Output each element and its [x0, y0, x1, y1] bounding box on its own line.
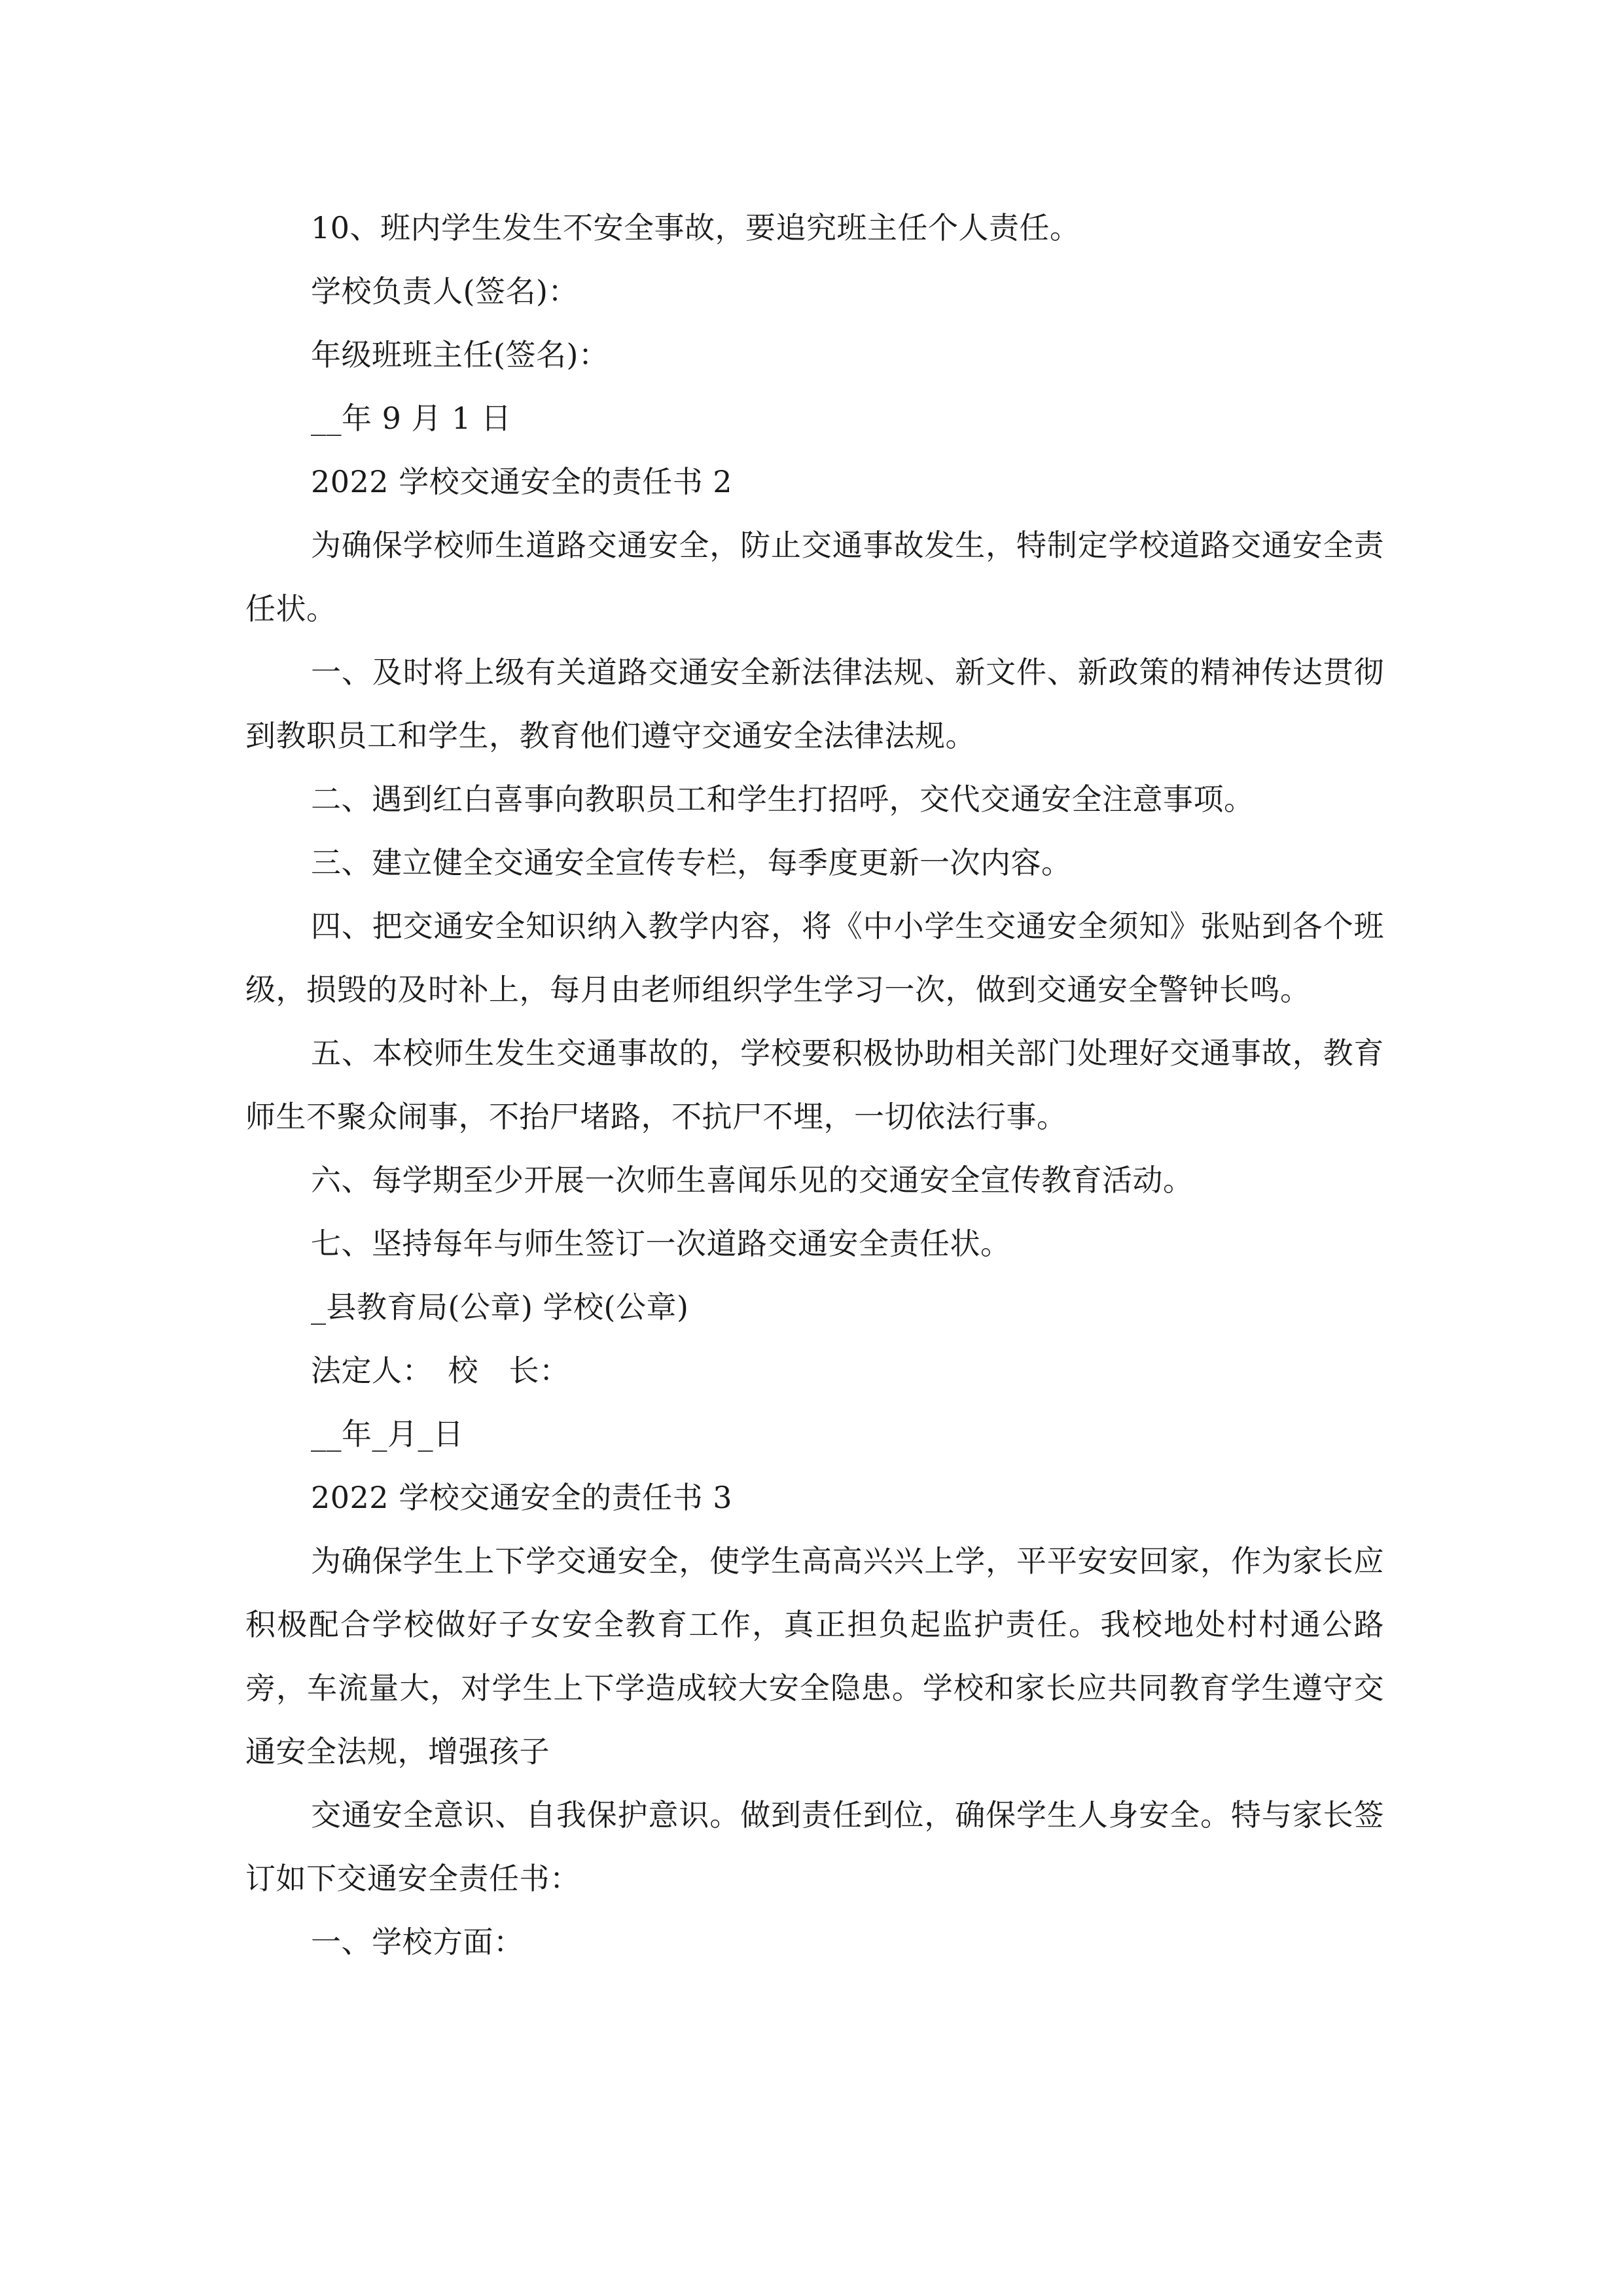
- continuation-paragraph-3: 交通安全意识、自我保护意识。做到责任到位，确保学生人身安全。特与家长签订如下交通安全责任书：: [245, 1797, 1384, 1896]
- clause-three: 三、建立健全交通安全宣传专栏，每季度更新一次内容。: [311, 845, 1072, 880]
- document-body: [245, 196, 1384, 1974]
- date-line: __年 9 月 1 日: [311, 401, 512, 436]
- clause-10: 10、班内学生发生不安全事故，要追究班主任个人责任。: [311, 210, 1080, 245]
- school-side-heading: 一、学校方面：: [311, 1924, 524, 1960]
- teacher-signature-line: 年级班班主任(签名)：: [311, 337, 609, 372]
- seal-line: _县教育局(公章) 学校(公章): [311, 1289, 689, 1325]
- clause-six: 六、每学期至少开展一次师生喜闻乐见的交通安全宣传教育活动。: [311, 1162, 1194, 1198]
- clause-seven: 七、坚持每年与师生签订一次道路交通安全责任状。: [311, 1226, 1011, 1261]
- legal-representative-line: 法定人： 校 长：: [311, 1353, 570, 1388]
- clause-one: 一、及时将上级有关道路交通安全新法律法规、新文件、新政策的精神传达贯彻到教职员工和学生，教育他们遵守交通安全法律法规。: [245, 655, 1384, 753]
- section-title-2: 2022 学校交通安全的责任书 2: [311, 464, 733, 499]
- school-signature-line: 学校负责人(签名)：: [311, 274, 579, 309]
- date-line-2: __年_月_日: [311, 1416, 464, 1452]
- intro-paragraph-3: 为确保学生上下学交通安全，使学生高高兴兴上学，平平安安回家，作为家长应积极配合学校做好子女安全教育工作，真正担负起监护责任。我校地处村村通公路旁，车流量大，对学生上下学造成较大安全隐患。学校和家长应共同教育学生遵守交通安全法规，增强孩子: [245, 1543, 1384, 1769]
- clause-five: 五、本校师生发生交通事故的，学校要积极协助相关部门处理好交通事故，教育师生不聚众闹事，不抬尸堵路，不抗尸不埋，一切依法行事。: [245, 1035, 1384, 1134]
- intro-paragraph-2: 为确保学校师生道路交通安全，防止交通事故发生，特制定学校道路交通安全责任状。: [245, 528, 1384, 626]
- section-title-3: 2022 学校交通安全的责任书 3: [311, 1480, 733, 1515]
- clause-two: 二、遇到红白喜事向教职员工和学生打招呼，交代交通安全注意事项。: [311, 781, 1255, 817]
- clause-four: 四、把交通安全知识纳入教学内容，将《中小学生交通安全须知》张贴到各个班级，损毁的及时补上，每月由老师组织学生学习一次，做到交通安全警钟长鸣。: [245, 908, 1384, 1007]
